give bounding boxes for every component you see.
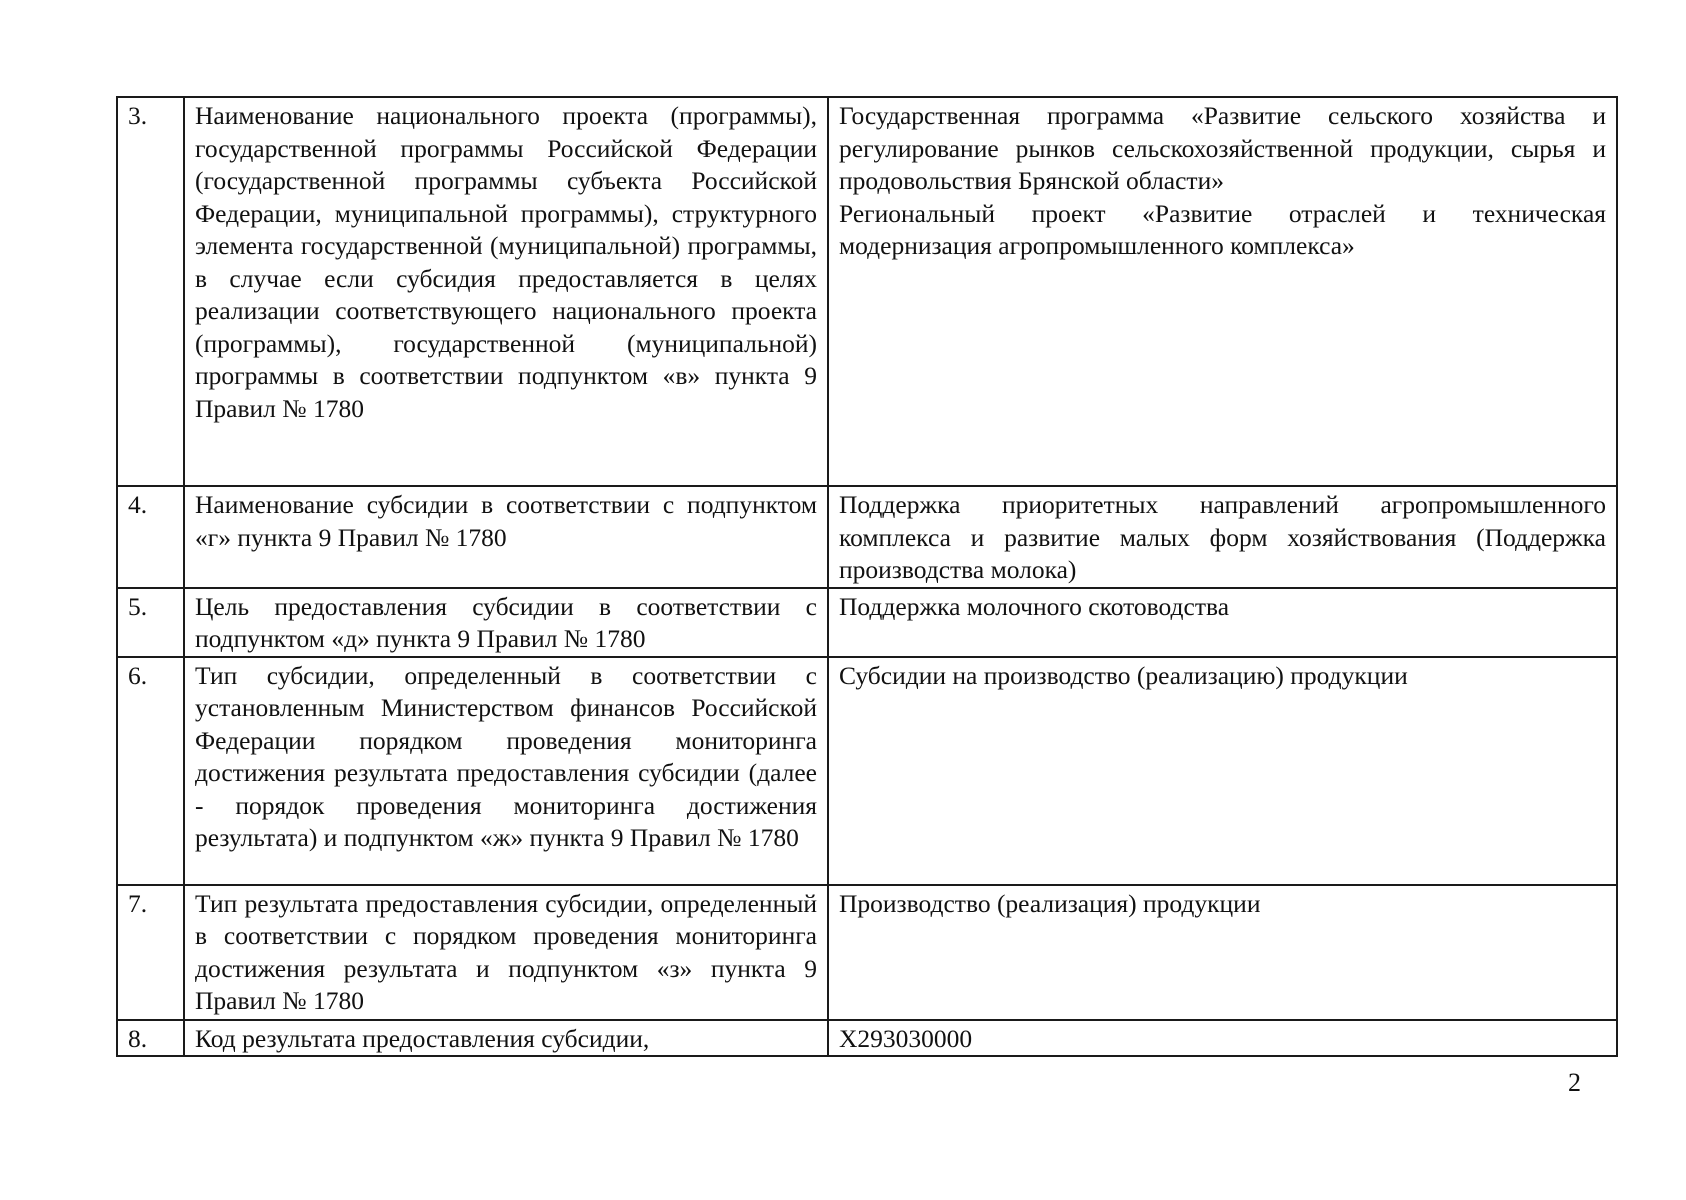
table-row [117,588,1617,657]
row-value: Субсидии на производство (реализацию) продукции [828,657,1617,885]
row-label: Наименование национального проекта (программы), государственной программы Российской Федерации (государственной программы субъекта Российской Федерации, муниципальной программы), структурного элемента государственной (муниципальной) программы, в случае если субсидия предоставляется в целях реализации соответствующего национального проекта (программы), государственной (муниципальной) программы в соответствии подпунктом «в» пункта 9 Правил № 1780 [184,97,828,486]
table-row [117,657,1617,885]
row-label: Тип результата предоставления субсидии, определенный в соответствии с порядком проведения мониторинга достижения результата и подпунктом «з» пункта 9 Правил № 1780 [184,885,828,1020]
row-label: Код результата предоставления субсидии, [184,1020,828,1057]
table-row [117,885,1617,1020]
row-number: 6. [117,657,184,885]
row-number: 8. [117,1020,184,1057]
row-value: Поддержка молочного скотоводства [828,588,1617,657]
row-value: X293030000 [828,1020,1617,1057]
page-number: 2 [1568,1068,1581,1097]
row-value: Производство (реализация) продукции [828,885,1617,1020]
row-number: 5. [117,588,184,657]
requisites-table [116,96,1618,1057]
row-number: 3. [117,97,184,486]
row-label: Тип субсидии, определенный в соответствии с установленным Министерством финансов Российской Федерации порядком проведения мониторинга достижения результата предоставления субсидии (далее - порядок проведения мониторинга достижения результата) и подпунктом «ж» пункта 9 Правил № 1780 [184,657,828,885]
table-row [117,97,1617,486]
row-value-line: Региональный проект «Развитие отраслей и техническая модернизация агропромышленного комплекса» [839,198,1606,260]
row-number: 4. [117,486,184,588]
row-value-line: Государственная программа «Развитие сельского хозяйства и регулирование рынков сельскохозяйственной продукции, сырья и продовольствия Брянской области» [839,101,1606,195]
table-row [117,486,1617,588]
row-label: Наименование субсидии в соответствии с подпунктом «г» пункта 9 Правил № 1780 [184,486,828,588]
row-value: Поддержка приоритетных направлений агропромышленного комплекса и развитие малых форм хозяйствования (Поддержка производства молока) [828,486,1617,588]
row-value [828,97,1617,486]
row-label: Цель предоставления субсидии в соответствии с подпунктом «д» пункта 9 Правил № 1780 [184,588,828,657]
row-number: 7. [117,885,184,1020]
table-row [117,1020,1617,1057]
